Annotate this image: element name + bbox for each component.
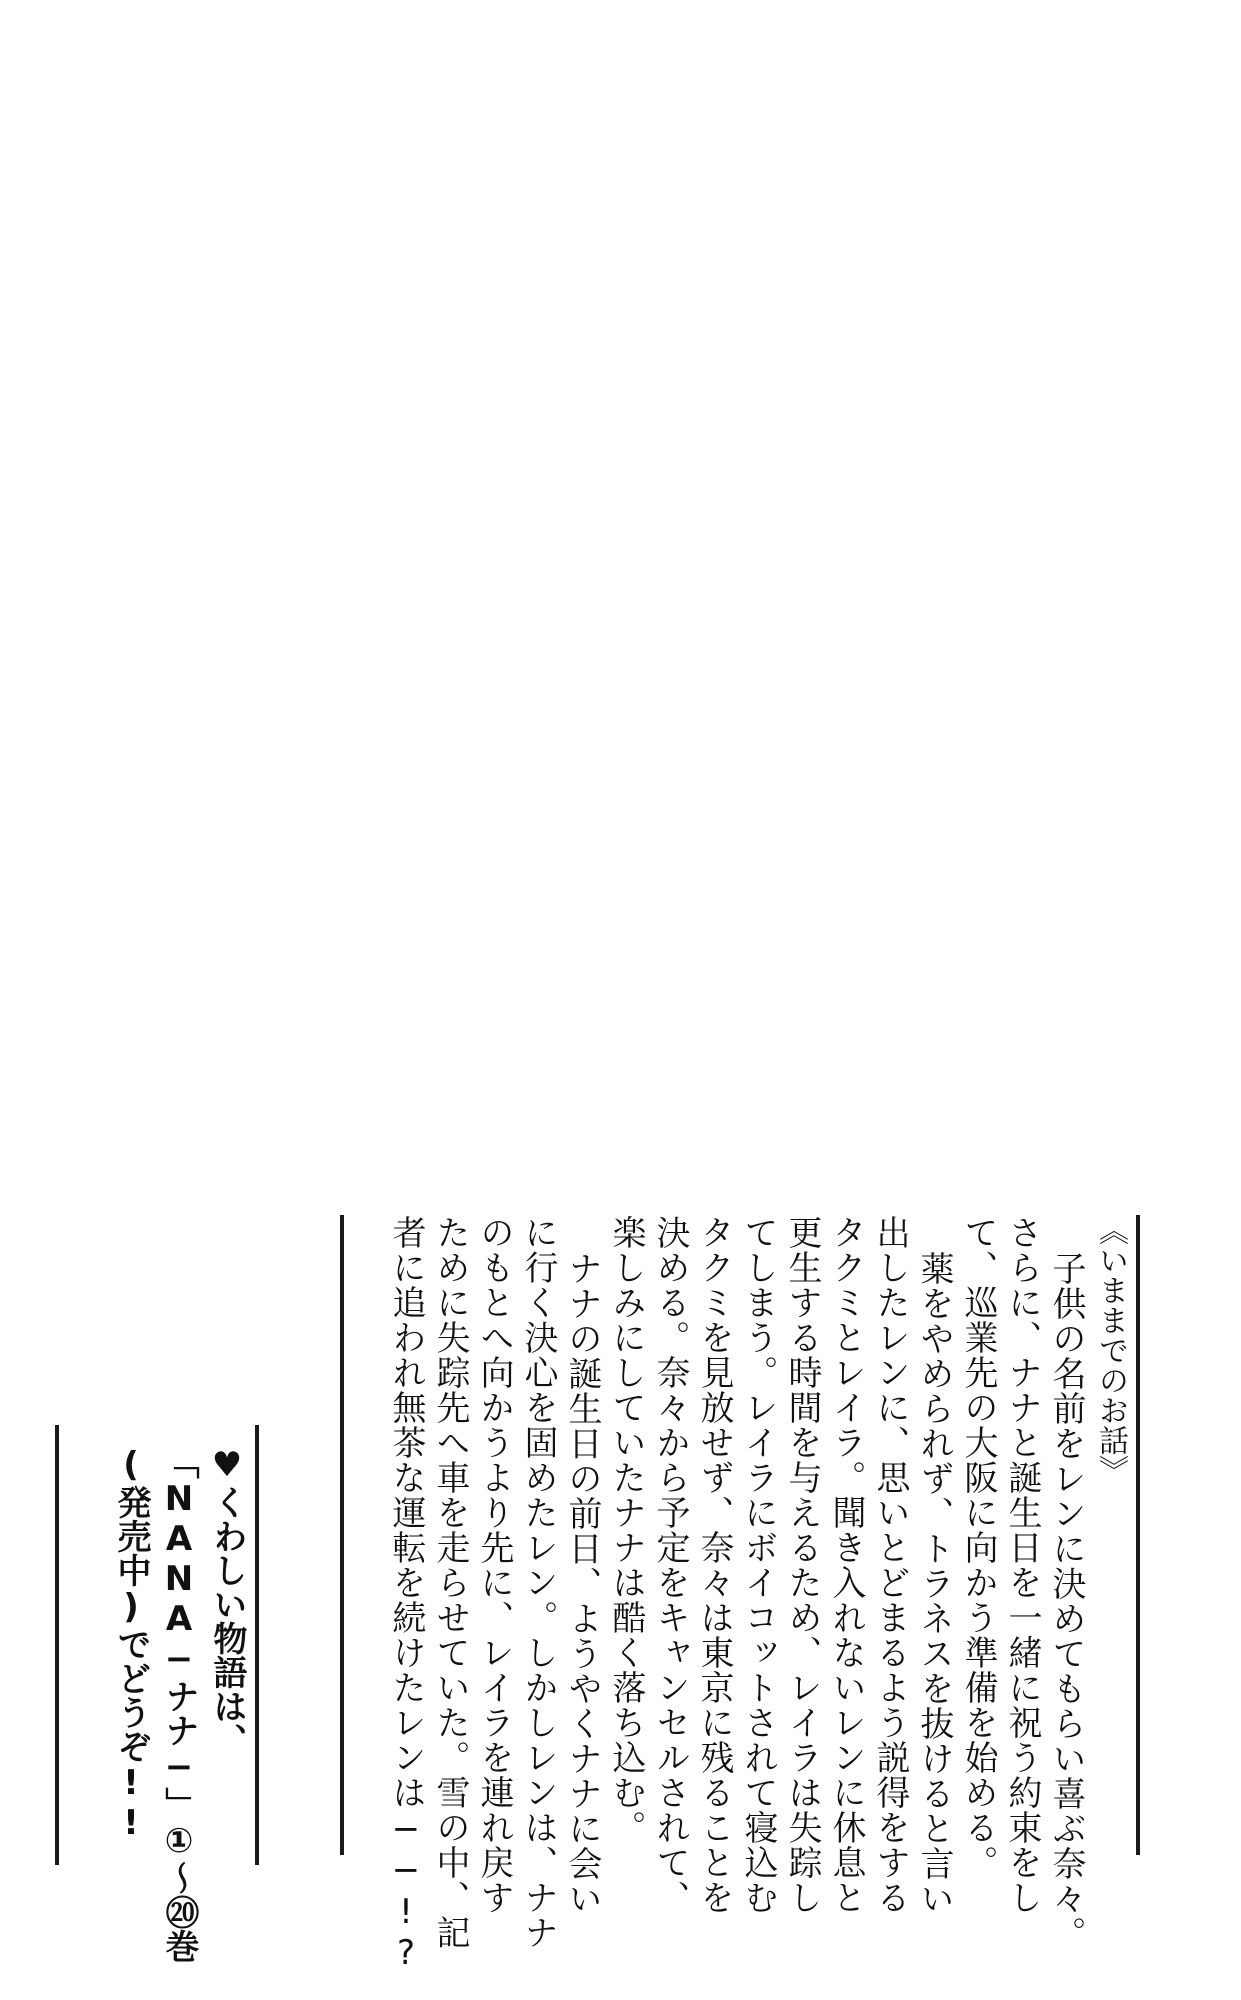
synopsis-line: 更生する時間を与えるため、レイラは失踪し xyxy=(782,1215,822,1915)
note-line-2: 「NANA−ナナ−」①〜⑳巻 xyxy=(159,1445,199,1963)
synopsis-line: 子供の名前をレンに決めてもらい喜ぶ奈々。 xyxy=(1046,1251,1086,1951)
note-text-1: くわしい物語は、 xyxy=(207,1485,247,1757)
heart-icon: ♥ xyxy=(207,1445,247,1485)
synopsis-line: てしまう。レイラにボイコットされて寝込む xyxy=(738,1215,778,1915)
synopsis-line: タクミを見放せず、奈々は東京に残ることを xyxy=(694,1215,734,1915)
synopsis-line: に行く決心を固めたレン。しかしレンは、ナナ xyxy=(518,1215,558,1950)
synopsis-right-rule xyxy=(1136,1215,1140,1855)
note-right-rule xyxy=(255,1425,259,1865)
synopsis-line: て、巡業先の大阪に向かう準備を始める。 xyxy=(958,1215,998,1880)
synopsis-line: 薬をやめられず、トラネスを抜けると言い xyxy=(914,1251,954,1916)
synopsis-line: 楽しみにしていたナナは酷く落ち込む。 xyxy=(606,1215,646,1845)
synopsis-line: ために失踪先へ車を走らせていた。雪の中、記 xyxy=(430,1215,470,1950)
note-line-3: (発売中)でどうぞ!! xyxy=(111,1445,151,1843)
note-left-rule xyxy=(55,1425,59,1865)
synopsis-block xyxy=(340,1215,1140,1974)
synopsis-heading: 《いままでのお話》 xyxy=(1093,1215,1128,1485)
synopsis-line: 決める。奈々から予定をキャンセルされて、 xyxy=(650,1215,690,1915)
more-info-note xyxy=(55,1425,275,1963)
note-line-1 xyxy=(203,1445,245,1757)
synopsis-line: タクミとレイラ。聞き入れないレンに休息と xyxy=(826,1215,866,1915)
synopsis-left-rule xyxy=(340,1215,344,1855)
synopsis-line: ナナの誕生日の前日、ようやくナナに会い xyxy=(562,1251,602,1916)
synopsis-line: 出したレンに、思いとどまるよう説得をする xyxy=(870,1215,910,1915)
synopsis-line: さらに、ナナと誕生日を一緒に祝う約束をし xyxy=(1002,1215,1042,1915)
synopsis-line: 者に追われ無茶な運転を続けたレンは──!? xyxy=(386,1215,426,1974)
synopsis-line: のもとへ向かうより先に、レイラを連れ戻す xyxy=(474,1215,514,1915)
